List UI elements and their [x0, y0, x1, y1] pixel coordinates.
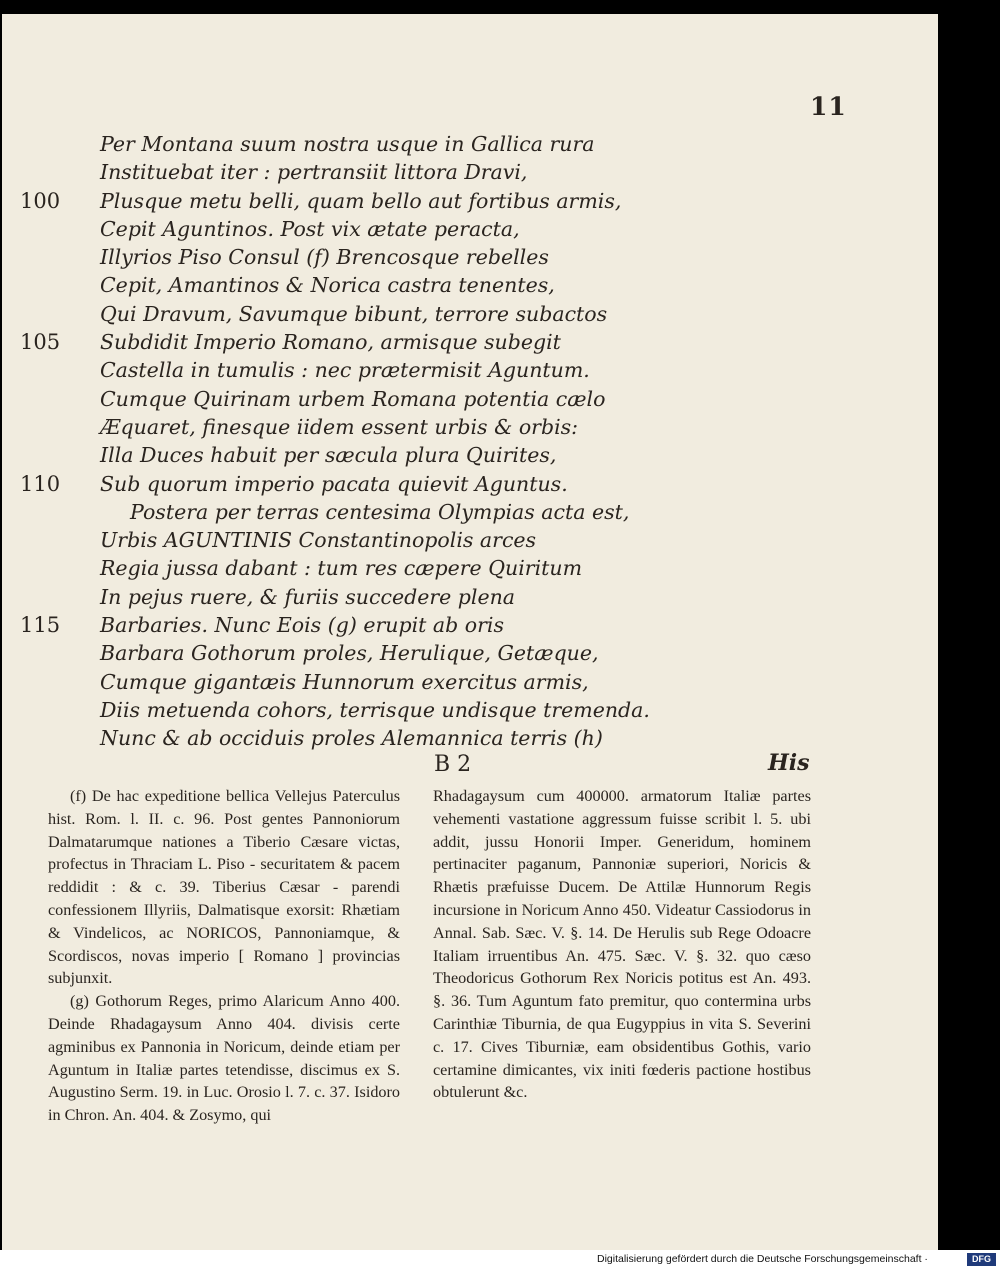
verse-text: Postera per terras centesima Olympias acta est,: [130, 499, 630, 524]
verse-text: Æquaret, finesque iidem essent urbis & orbis:: [100, 414, 579, 439]
verse-line: [2, 668, 938, 696]
verse-line: [2, 413, 938, 441]
verse-text: Cumque Quirinam urbem Romana potentia cælo: [100, 386, 606, 411]
verse-line: [2, 611, 938, 639]
verse-text: Cepit, Amantinos & Norica castra tenentes,: [100, 273, 555, 298]
footnote-g: (g) Gothorum Reges, primo Alaricum Anno 400. Deinde Rhadagaysum Anno 404. divisis certe agminibus ex Pannonia in Noricum, deinde etiam per Aguntum in Italiæ partes tetendisse, discimus ex S. Augustino Serm. 19. in Luc. Orosio l. 7. c. 37. Isidoro in Chron. An. 404. & Zosymo, qui: [48, 992, 400, 1125]
verse-text: Illa Duces habuit per sæcula plura Quirites,: [100, 443, 557, 468]
verse-line: [2, 554, 938, 582]
verse-line: [2, 158, 938, 186]
catchword: His: [768, 750, 810, 776]
verse-line: [2, 724, 938, 752]
verse-block: [2, 130, 938, 753]
verse-line: [2, 498, 938, 526]
verse-text: Castella in tumulis : nec prætermisit Aguntum.: [100, 358, 590, 383]
footnotes-right-column: [433, 785, 811, 1104]
dfg-logo: DFG: [967, 1253, 996, 1266]
funding-credit: Digitalisierung gefördert durch die Deutsche Forschungsgemeinschaft ·: [597, 1253, 928, 1265]
book-page: [2, 14, 938, 1250]
line-number: 110: [20, 471, 61, 496]
verse-text: Nunc & ab occiduis proles Alemannica terris (h): [100, 726, 603, 751]
verse-line: [2, 526, 938, 554]
verse-text: Per Montana suum nostra usque in Gallica rura: [100, 132, 595, 156]
verse-line: [2, 385, 938, 413]
verse-line: [2, 215, 938, 243]
verse-text: In pejus ruere, & furiis succedere plena: [100, 584, 516, 609]
footnote-g-continued: Rhadagaysum cum 400000. armatorum Italiæ partes vehementi vastatione aggressum fuisse scribit l. 5. ubi addit, jussu Honorii Imper. Generidum, hominem pertinaciter paganum, Pannoniæ superiori, Noricis & Rhætis præfuisse Ducem. De Attilæ Hunnorum Regis incursione in Noricum Anno 450. Videatur Cassiodorus in Annal. Sab. Sæc. V. §. 14. De Herulis sub Rege Odoacre Italiam irruentibus An. 475. Sæc. V. §. 32. quo cæso Theodoricus Gothorum Rex Noricis potitus est An. 493. §. 36. Tum Aguntum fato premitur, quo contermina urbs Carinthiæ Tiburnia, de qua Eugyppius in vita S. Severini c. 17. Cives Tiburniæ, eam obsidentibus Gothis, vario certamine dimicantes, vix initi fœderis pactione hostibus obtulerunt &c.: [433, 787, 811, 1102]
footnotes-left-column: [48, 785, 400, 1127]
verse-text: Instituebat iter : pertransiit littora Dravi,: [100, 160, 528, 185]
line-number: 115: [20, 613, 61, 638]
verse-line: [2, 271, 938, 299]
verse-text: Regia jussa dabant : tum res cæpere Quiritum: [100, 556, 583, 581]
signature-mark: B 2: [434, 752, 472, 777]
verse-line: [2, 356, 938, 384]
verse-line: [2, 130, 938, 158]
verse-text: Sub quorum imperio pacata quievit Aguntus.: [100, 471, 568, 496]
verse-line: [2, 328, 938, 356]
footnote-f: (f) De hac expeditione bellica Vellejus Paterculus hist. Rom. l. II. c. 96. Post gentes Pannoniorum Dalmatarumque nationes a Tiberio Cæsare victas, profectus in Thraciam L. Piso - securitatem & pacem reddidit : & c. 39. Tiberius Cæsar - parendi confessionem Illyriis, Dalmatisque exorsit: Rhætiam & Vindelicos, ac NORICOS, Pannoniamque, & Scordiscos, novas imperio [ Romano ] provincias subjunxit.: [48, 787, 400, 988]
verse-line: [2, 300, 938, 328]
verse-text: Qui Dravum, Savumque bibunt, terrore subactos: [100, 301, 608, 326]
verse-text: Cepit Aguntinos. Post vix ætate peracta,: [100, 216, 520, 241]
verse-text: Cumque gigantæis Hunnorum exercitus armis,: [100, 669, 589, 694]
verse-text: Subdidit Imperio Romano, armisque subegit: [100, 330, 561, 355]
verse-text: Barbaries. Nunc Eois (g) erupit ab oris: [100, 613, 504, 638]
verse-line: [2, 187, 938, 215]
verse-text: Urbis AGUNTINIS Constantinopolis arces: [100, 528, 537, 553]
verse-line: [2, 243, 938, 271]
line-number: 105: [20, 330, 61, 355]
verse-line: [2, 470, 938, 498]
verse-line: [2, 696, 938, 724]
verse-text: Diis metuenda cohors, terrisque undisque tremenda.: [100, 697, 650, 722]
page-number: 11: [810, 92, 847, 121]
verse-line: [2, 583, 938, 611]
verse-line: [2, 441, 938, 469]
line-number: 100: [20, 188, 61, 213]
verse-text: Illyrios Piso Consul (f) Brencosque rebelles: [100, 245, 549, 270]
verse-text: Plusque metu belli, quam bello aut fortibus armis,: [100, 188, 622, 213]
verse-text: Barbara Gothorum proles, Herulique, Getæque,: [100, 641, 599, 666]
verse-line: [2, 639, 938, 667]
